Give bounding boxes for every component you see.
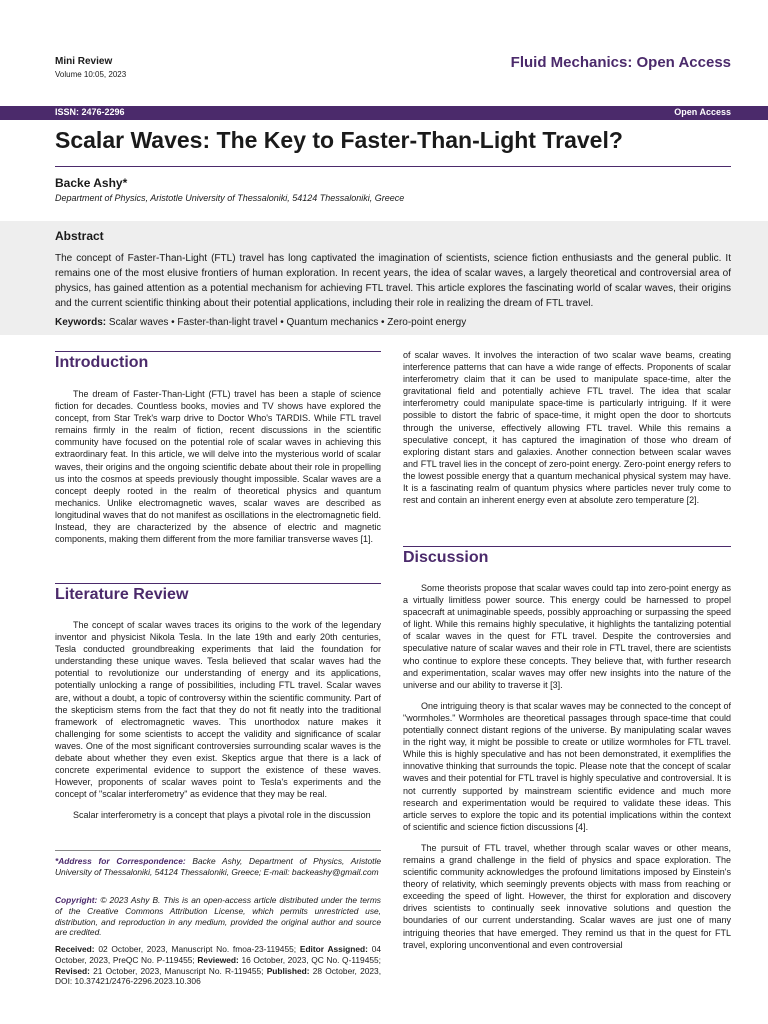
discussion-paragraph-1: Some theorists propose that scalar waves could tap into zero-point energy as a virtually limitless power source. This energy could be harnessed to propel spacecraft at unimaginable speeds, possibly approaching or surpassing the speed of light. While this remains highly speculative, it highlights the tantalizing potential of scalar waves in the quest for FTL travel. Despite the controversies and speculative nature of scalar waves and their role in FTL travel, there are scientists who continue to explore these concepts. They believe that, with further research and experimentation, scalar waves may offer new insights into the nature of the universe and our ability to traverse it [3]. [403, 583, 731, 690]
lit-paragraph-2: Scalar interferometry is a concept that plays a pivotal role in the discussion [73, 810, 371, 821]
editor-text: 04 October, 2023, PreQC No. P-119455; [55, 944, 382, 965]
correspondence-text: Backe Ashy, Department of Physics, Aristotle University of Thessaloniki, 54124 Thessaloniki, Greece; E-mail: backeashy@gmail.com [55, 856, 381, 877]
issn-band [0, 106, 768, 120]
header-left [55, 56, 126, 79]
keywords [55, 317, 466, 328]
correspondence-note [55, 856, 381, 878]
received-text: 02 October, 2023, Manuscript No. fmoa-23-119455; [98, 944, 297, 954]
author-name: Backe Ashy* [55, 176, 128, 190]
discussion-divider [403, 546, 731, 547]
abstract-text: The concept of Faster-Than-Light (FTL) travel has long captivated the imagination of scientists, science fiction enthusiasts and the general public. It remains one of the most elusive frontiers of human exploration. In recent years, the idea of scalar waves, a largely theoretical and controversial area of physics, has gained attention as a potential mechanism for achieving FTL travel. This article explores the fascinating world of scalar waves, their origins and the current scientific thinking about their potential applications, including their role in realizing the dream of FTL travel. [55, 253, 731, 309]
history-note [55, 944, 381, 987]
author-affiliation: Department of Physics, Aristotle University of Thessaloniki, 54124 Thessaloniki, Greece [55, 193, 405, 203]
journal-name[interactable]: Fluid Mechanics: Open Access [510, 54, 731, 71]
correspondence-label: *Address for Correspondence: [55, 856, 186, 866]
lit-paragraph-2-continued: of scalar waves. It involves the interaction of two scalar wave beams, creating interference patterns that can have a wide range of effects. Proponents of scalar interferometry claim that it can be used to manipulate space-time, alter the gravitational field and potentially achieve FTL travel. The idea that scalar interferometry could manipulate space-time is particularly intriguing. If it were possible to distort the fabric of space-time, it might open the door to shortcuts through the universe, effectively allowing FTL travel. While this remains a speculative concept, it has captured the imagination of those who dream of exploring distant stars and galaxies. Another connection between scalar waves and FTL travel lies in the concept of zero-point energy. Zero-point energy refers to the lowest possible energy that a quantum mechanical physical system may have. It is a fascinating realm of quantum physics where particles never truly come to rest and contain an inherent energy even at absolute zero temperature [2]. [403, 350, 731, 506]
literature-review-heading: Literature Review [55, 586, 189, 603]
keywords-label: Keywords: [55, 317, 107, 328]
discussion-body [403, 582, 731, 951]
revised-label: Revised: [55, 965, 90, 976]
discussion-paragraph-2: One intriguing theory is that scalar waves may be connected to the concept of "wormholes." Wormholes are theoretical passages through space-time that could potentially connect distant regions of the universe. By manipulating scalar waves in the right way, it might be possible to create or utilize wormholes for FTL travel. While this is highly speculative and has not been demonstrated, it exemplifies the innovative thinking that surrounds the topic. Please note that the concept of scalar waves and their potential for FTL travel is highly speculative and controversial. It is not currently supported by mainstream scientific evidence and much more research and experimentation would be required to validate these ideas. This article serves to explore the topic and its potential implications within the context of scientific and science fiction discussions [4]. [403, 700, 731, 832]
literature-review-body [55, 619, 381, 822]
discussion-heading: Discussion [403, 549, 489, 566]
editor-label: Editor Assigned: [299, 944, 368, 954]
keywords-list: Scalar waves • Faster-than-light travel • Quantum mechanics • Zero-point energy [108, 317, 467, 328]
lit-review-divider [55, 583, 381, 584]
discussion-paragraph-3: The pursuit of FTL travel, whether through scalar waves or other means, remains a grand challenge in the field of physics and space exploration. The scientific community acknowledges the profound limitations imposed by Einstein's theory of relativity, which seemingly prevents objects with mass from reaching or exceeding the speed of light. However, the thirst for exploration and discovery drives scientists to continually seek innovative solutions and question the boundaries of our current understanding. Scalar waves are just one of many intriguing theories that have emerged. They remind us that in the quest for FTL travel, exploring unconventional and even controversial [403, 842, 731, 950]
abstract-heading: Abstract [55, 229, 104, 243]
copyright-label: Copyright: [55, 895, 98, 905]
introduction-heading: Introduction [55, 354, 149, 371]
revised-text: 21 October, 2023, Manuscript No. R-119455; [93, 965, 264, 976]
introduction-body [55, 388, 381, 545]
intro-divider [55, 351, 381, 352]
lit-paragraph-1: The concept of scalar waves traces its origins to the work of the legendary inventor and physicist Nikola Tesla. In the late 19th and early 20th centuries, Tesla conducted groundbreaking experiments that laid the foundation for understanding these unique waves. Tesla believed that scalar waves had the potential to revolutionize our understanding of energy and its applications, potentially unlocking a range of possibilities, including FTL travel. Scalar waves are, without a doubt, a topic of controversy within the scientific community. Part of the skepticism stems from the fact that they do not fit neatly into the traditional framework of electromagnetic waves. This unorthodox nature makes it challenging for some scientists to accept the validity and significance of scalar waves. One of the most significant controversies surrounding scalar waves is the debate about whether they even exist. Skeptics argue that there is a lack of concrete experimental evidence to support the existence of these waves. However, proponents of scalar waves point to Tesla's experiments and the concept of "scalar interferometry" as evidence that they may be real. [55, 620, 381, 800]
published-label: Published: [266, 965, 310, 976]
intro-paragraph: The dream of Faster-Than-Light (FTL) travel has been a staple of science fiction for decades. Countless books, movies and TV shows have explored the concept, from Star Trek's warp drive to Doctor Who's TARDIS. While FTL travel remains firmly in the realm of fiction, recent discussions in the scientific community have focused on the potential role of scalar waves in achieving this extraordinary feat. In this article, we will delve into the mysterious world of scalar waves, their origins and the ongoing scientific debate about their role in propelling us into the cosmos at speeds previously thought impossible. Scalar waves are a concept deeply rooted in the realm of theoretical physics and quantum mechanics. Unlike electromagnetic waves, scalar waves are described as longitudinal waves that do not manifest as oscillations in the electromagnetic field. Instead, they are characterized by the absence of electric and magnetic components, making them different from the more familiar transverse waves [1]. [55, 389, 381, 545]
article-type: Mini Review [55, 56, 113, 67]
article-title: Scalar Waves: The Key to Faster-Than-Light Travel? [55, 127, 623, 153]
title-divider [55, 166, 731, 167]
open-access-label: Open Access [674, 107, 731, 117]
footnote-divider [55, 850, 381, 851]
lit-review-continued [403, 349, 731, 506]
volume-info: Volume 10:05, 2023 [55, 70, 127, 79]
issn: ISSN: 2476-2296 [55, 107, 125, 117]
reviewed-text: 16 October, 2023, QC No. Q-119455; [241, 954, 382, 965]
reviewed-label: Reviewed: [197, 954, 239, 965]
received-label: Received: [55, 944, 95, 954]
published-text: 28 October, 2023, DOI: 10.37421/2476-2296.2023.10.306 [55, 965, 382, 987]
copyright-text: © 2023 Ashy B. This is an open-access article distributed under the terms of the Creative Commons Attribution License, which permits unrestricted use, distribution, and reproduction in any medium, provided the original author and source are credited. [55, 895, 381, 938]
copyright-note [55, 895, 381, 938]
